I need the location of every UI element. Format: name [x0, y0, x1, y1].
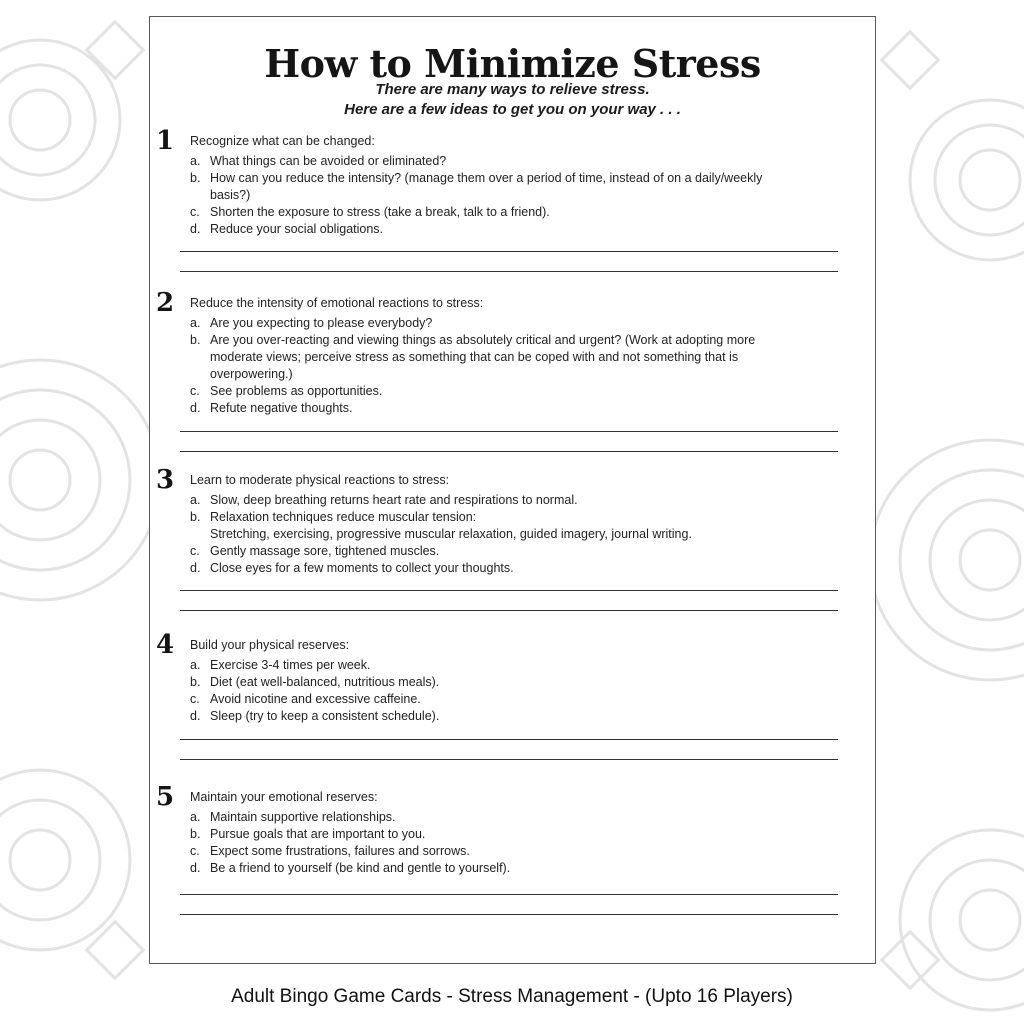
list-item: c. See problems as opportunities. [190, 384, 383, 398]
answer-line[interactable] [180, 739, 838, 740]
answer-line[interactable] [180, 251, 838, 252]
section-number: 5 [156, 782, 175, 812]
answer-line[interactable] [180, 610, 838, 611]
section-number: 4 [156, 630, 175, 660]
worksheet-subtitle-line-2: Here are a few ideas to get you on your way . . . [344, 101, 681, 118]
product-caption: Adult Bingo Game Cards - Stress Management - (Upto 16 Players) [231, 986, 793, 1007]
list-item-continuation: Stretching, exercising, progressive muscular relaxation, guided imagery, journal writing. [210, 527, 692, 541]
list-item: d. Sleep (try to keep a consistent schedule). [190, 709, 440, 723]
section-heading: Maintain your emotional reserves: [190, 790, 378, 804]
list-item: b. How can you reduce the intensity? (manage them over a period of time, instead of on a daily/weekly basis?) [190, 171, 763, 202]
section-heading: Build your physical reserves: [190, 638, 350, 652]
section-heading: Learn to moderate physical reactions to stress: [190, 473, 450, 487]
list-item: d. Close eyes for a few moments to collect your thoughts. [190, 561, 514, 575]
answer-line[interactable] [180, 759, 838, 760]
answer-line[interactable] [180, 894, 838, 895]
answer-line[interactable] [180, 271, 838, 272]
list-item: a. Are you expecting to please everybody? [190, 316, 433, 330]
section-heading: Reduce the intensity of emotional reactions to stress: [190, 296, 484, 310]
list-item: a. Exercise 3-4 times per week. [190, 658, 371, 672]
list-item: a. Slow, deep breathing returns heart rate and respirations to normal. [190, 493, 578, 507]
list-item: a. Maintain supportive relationships. [190, 810, 396, 824]
list-item: a. What things can be avoided or eliminated? [190, 154, 447, 168]
worksheet-title: How to Minimize Stress [264, 41, 761, 86]
answer-line[interactable] [180, 451, 838, 452]
list-item: c. Avoid nicotine and excessive caffeine. [190, 692, 421, 706]
answer-line[interactable] [180, 590, 838, 591]
list-item: c. Expect some frustrations, failures and sorrows. [190, 844, 470, 858]
list-item: d. Be a friend to yourself (be kind and gentle to yourself). [190, 861, 511, 875]
list-item: c. Gently massage sore, tightened muscles. [190, 544, 440, 558]
section-number: 2 [156, 288, 175, 318]
list-item: d. Refute negative thoughts. [190, 401, 353, 415]
list-item: d. Reduce your social obligations. [190, 222, 384, 236]
worksheet-page [149, 16, 876, 964]
worksheet-subtitle-line-1: There are many ways to relieve stress. [375, 81, 650, 98]
section-number: 1 [156, 126, 175, 156]
list-item: c. Shorten the exposure to stress (take a break, talk to a friend). [190, 205, 550, 219]
list-item: b. Pursue goals that are important to you. [190, 827, 426, 841]
answer-line[interactable] [180, 431, 838, 432]
list-item: b. Diet (eat well-balanced, nutritious meals). [190, 675, 440, 689]
answer-line[interactable] [180, 914, 838, 915]
list-item: b. Relaxation techniques reduce muscular tension: [190, 510, 477, 524]
list-item: b. Are you over-reacting and viewing things as absolutely critical and urgent? (Work at adopting more moderate views; perceive stress as something that can be coped with and not something that is overpowering.) [190, 333, 756, 381]
section-number: 3 [156, 465, 175, 495]
section-heading: Recognize what can be changed: [190, 134, 375, 148]
